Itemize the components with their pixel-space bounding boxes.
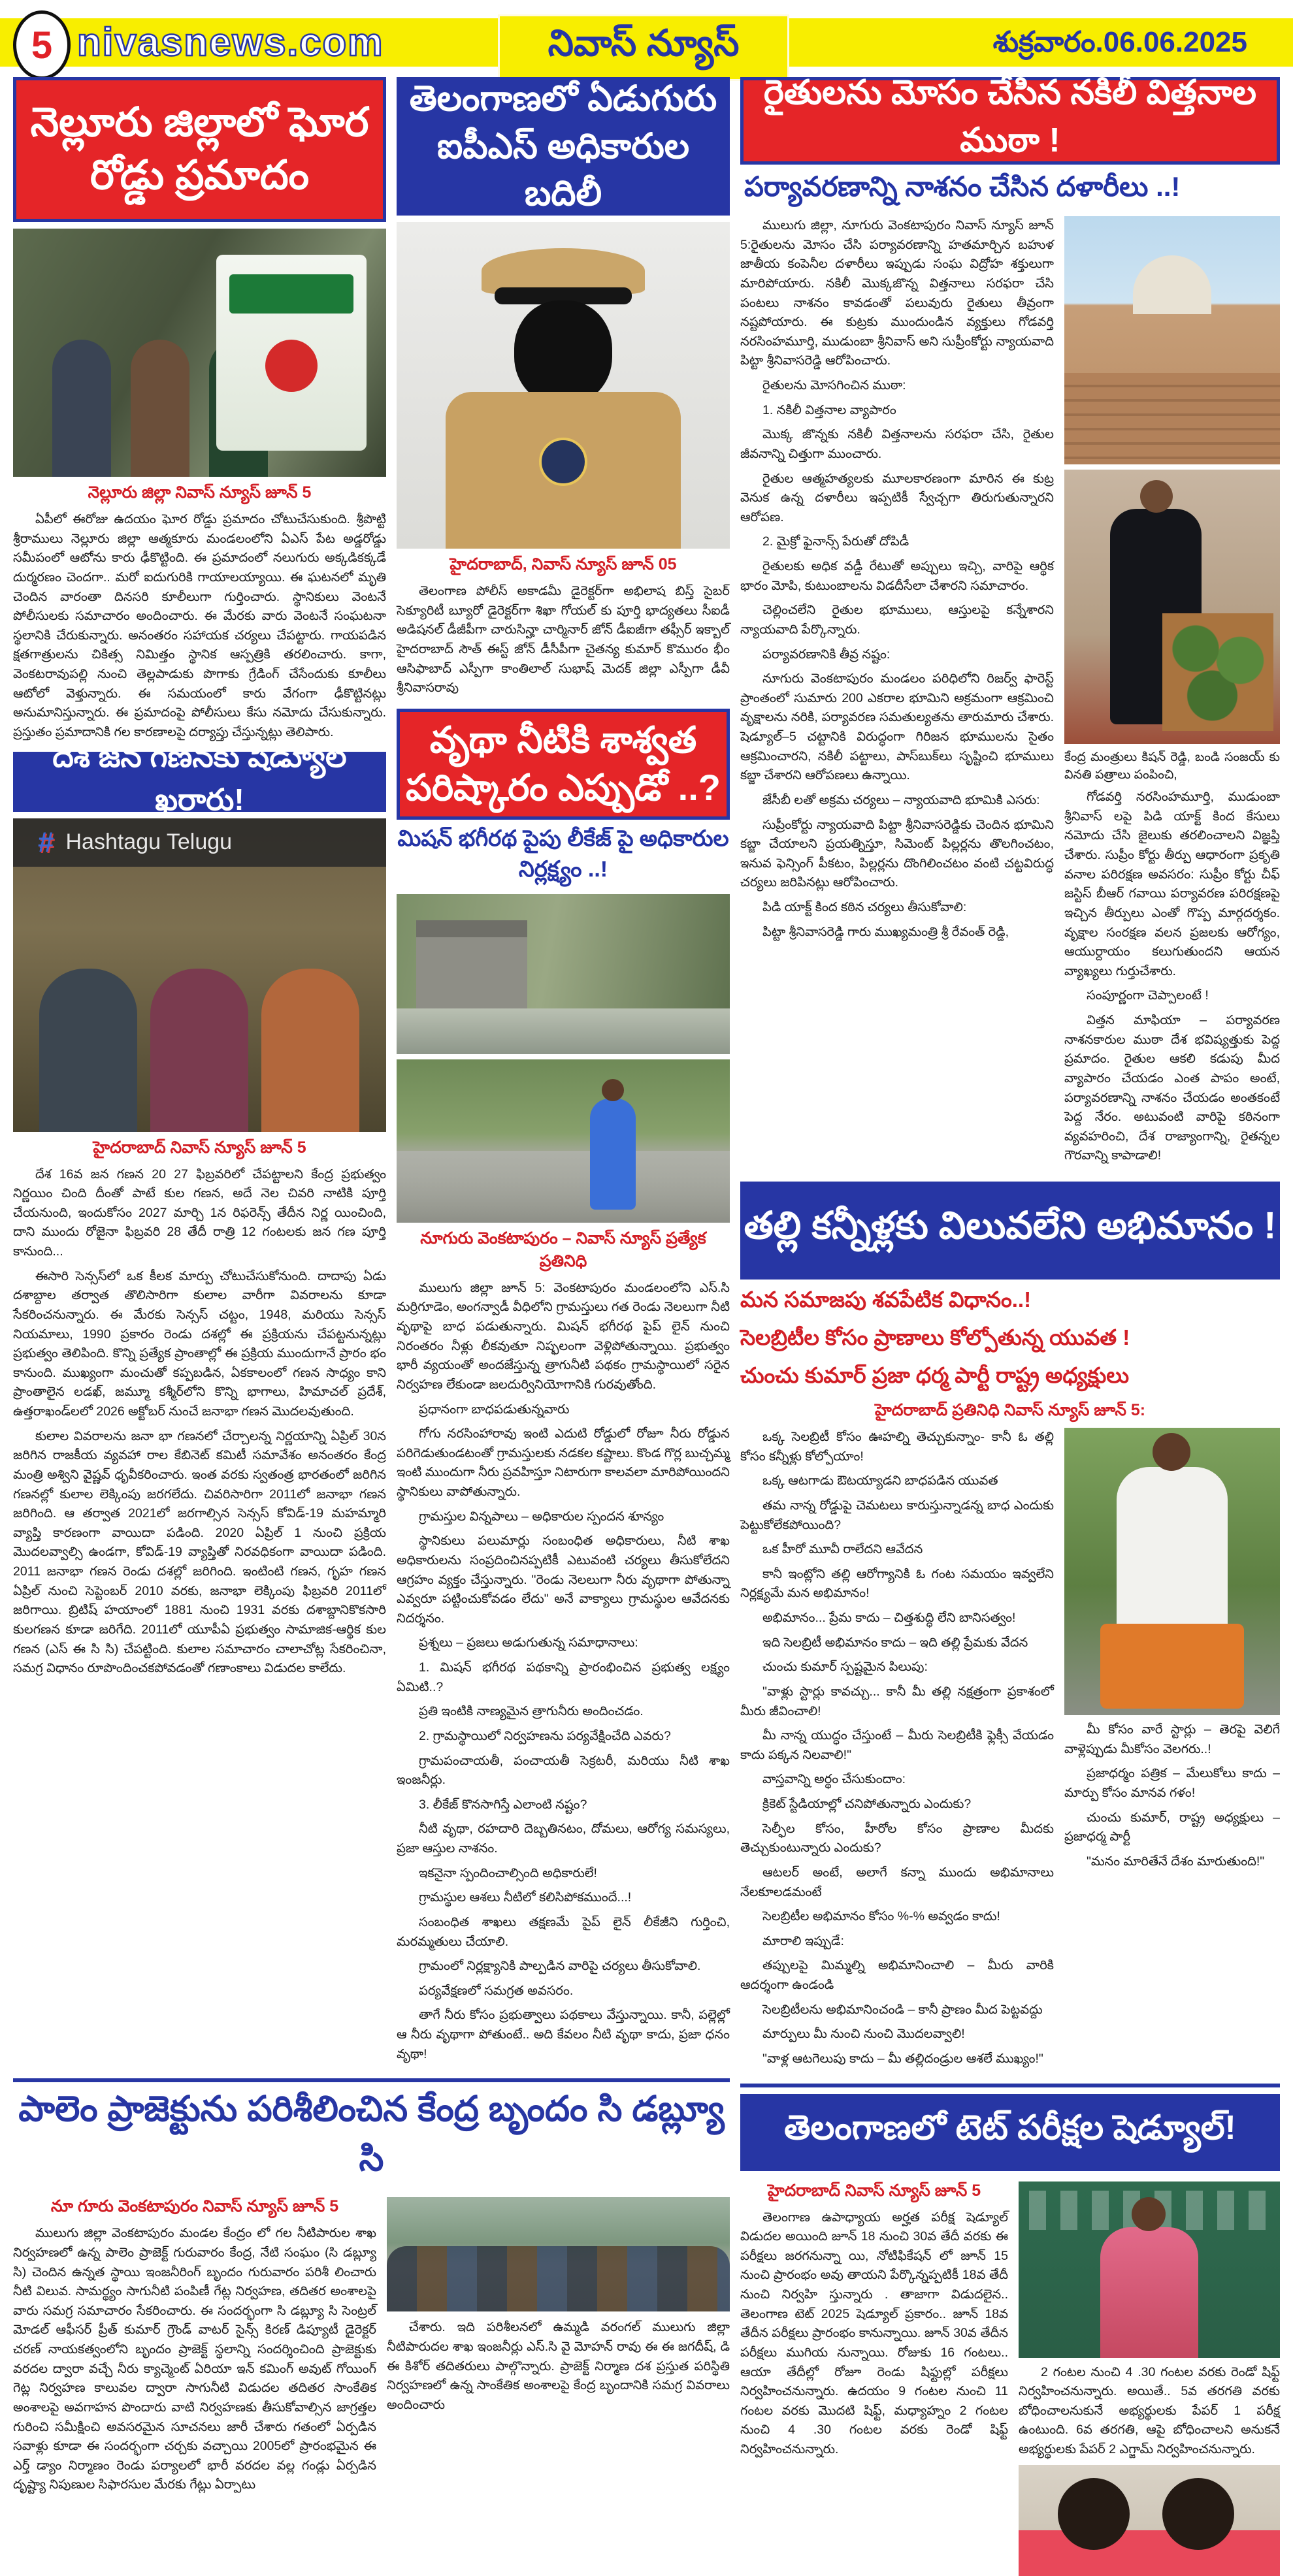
paragraph: చేశారు. ఇది పరిశీలనలో ఉమ్మడి వరంగల్ ములుగు జిల్లా నీటిపారుదల శాఖ ఇంజనీర్లు ఎస్.సి వై మోహన్ రావు ఈ ఈ జగదీష్, డి ఈ కిశోర్ తదితరులు పాల్గొన్నారు. ప్రాజెక్ట్ నిర్మాణ దశ ప్రస్తుత పరిస్థితి నిర్వహణలో ఉన్న సాంకేతిక అంశాలపై కేంద్ర బృందానికి సమగ్ర వివరాలు అందించారు [387,2320,730,2412]
seeds-body-left [740,216,1054,942]
silhouette-head [514,300,612,405]
tet-article [740,2175,1280,2576]
paragraph: పిట్టా శ్రీనివాసరెడ్డి గారు ముఖ్యమంత్రి శ్రీ రేవంత్ రెడ్డి, [762,924,1009,939]
paragraph: పర్యావరణానికి తీవ్ర నష్టం: [762,647,891,662]
paragraph: ఒక్క ఆటగాడు ఔటయ్యాడని బాధపడిన యువత [762,1473,998,1489]
party-president-photo [1064,1428,1280,1715]
paragraph: ఇది సెలబ్రిటీ అభిమానం కాదు – ఇది తల్లి ప్రేమకు వేదన [762,1635,1028,1650]
page-number-badge [13,10,71,80]
seeds-headline: రైతులను మోసం చేసిన నకిలీ విత్తనాల ముఠా ! [740,77,1280,165]
paragraph: సెల్ఫీల కోసం, హీరోల కోసం ప్రాణాల మీదకు తెచ్చుకుంటున్నారు ఎందుకు? [740,1821,1054,1856]
person-silhouette [131,340,189,477]
census-body [13,1165,386,1679]
paragraph: "వాళ్లు స్టార్లు కావచ్చు... కానీ మీ తల్లి నక్షత్రంగా ప్రకాశంలో మీరు జీవించాలి! [740,1684,1054,1718]
supreme-court-photo [1064,216,1280,464]
paragraph: ఆటలర్ అంటే, అలాగే కన్నా ముందు అభిమానాలు నేలకూలడమంటే [740,1865,1054,1899]
census-headline: దేశ జన గణనకు షెడ్యూల్ ఖరారు! [13,752,386,812]
paragraph: గ్రామస్థుల ఆశలు నీటిలో కలిసిపోకముందే...! [419,1890,632,1905]
water-stream-shape [397,1008,730,1054]
person-silhouette [150,969,248,1132]
site-link[interactable]: nivasnews.com [77,20,384,64]
paragraph: గ్రామపంచాయతీ, పంచాయతీ సెక్రటరీ, మరియు నీటి శాఖ ఇంజనీర్లు. [397,1753,730,1788]
seeds-article [740,216,1280,1171]
palem-headline: పాలెం ప్రాజెక్టును పరిశీలించిన కేంద్ర బృందం సి డబ్ల్యూ సి [18,2089,725,2179]
water-leak-photo-1 [397,894,730,1054]
student-silhouette [1162,2478,1234,2550]
paragraph: చుంచు కుమార్, రాష్ట్ర అధ్యక్షులు – ప్రజాధర్మ పార్టీ [1064,1810,1280,1844]
paragraph: చుంచు కుమార్ స్పష్టమైన పిలుపు: [762,1660,928,1675]
accident-body [13,510,386,743]
paragraph: "మనం మారితేనే దేశం మారుతుంది!" [1087,1854,1265,1869]
paragraph: మొక్క జొన్నకు నకిలీ విత్తనాలను సరఫరా చేసి, రైతుల జీవనాన్ని చిత్తుగా ముంచారు. [740,427,1054,461]
paragraph: ములుగు జిల్లా, నూగురు వెంకటాపురం నివాస్ న్యూస్ జూన్ 5:రైతులను మోసం చేసి పర్యావరణాన్ని హతమార్చిన బహుళ జాతీయ కంపెనీల దళారీలు ఇప్పుడు సంఘ విద్రోహ శక్తులుగా మారిపోయారు. నకిలీ మొక్కజొన్న విత్తనాలు సరఫరా చేసి పంటలు నాశనం కావడంతో పలువురు రైతులు తీవ్రంగా నష్టపోయారు. ఈ కుట్రకు ముందుండిన వ్యక్తులు గోడవర్తి నరసింహమూర్తి, ముడుంబా శ్రీనివాస్ అని సుప్రీంకోర్టు న్యాయవాది పిట్టా శ్రీనివాసరెడ్డి ఆరోపించారు. [740,218,1054,368]
tet-body-right [1019,2363,1280,2460]
paragraph: "వాళ్ల ఆటగెలుపు కాదు – మీ తల్లిదండ్రుల ఆశలే ముఖ్యం!" [762,2051,1043,2066]
paragraph: కానీ ఇంట్లోని తల్లి ఆరోగ్యానికి ఓ గంట సమయం ఇవ్వలేని నిర్లక్ష్యమే మన అభిమానం! [740,1566,1054,1601]
paragraph: 1. నకిలీ విత్తనాల వ్యాపారం [762,402,896,417]
masthead-panel [498,14,789,81]
tet-byline: హైదరాబాద్ నివాస్ న్యూస్ జూన్ 5 [767,2181,981,2200]
water-headline: వృథా నీటికి శాశ్వత పరిష్కారం ఎప్పుడో ..? [397,709,730,820]
accident-photo [13,229,386,477]
seeds-body-right [1064,788,1280,1166]
ambulance-shape [216,255,367,451]
paragraph: సంపూర్ణంగా చెప్పాలంటే ! [1087,988,1209,1003]
court-steps-shape [1064,373,1280,464]
paragraph: మారాలి ఇప్పుడే: [762,1933,844,1948]
water-body [397,1279,730,2065]
paragraph: ప్రధానంగా బాధపడుతున్నవారు [419,1402,570,1417]
paragraph: మీ నాన్న యుద్ధం చేస్తుంటే – మీరు సెలబ్రిటీకి ఫ్లెక్సీ వేయడం కాదు పక్కన నిలవాలి!" [740,1728,1054,1762]
palem-inspection-photo [387,2197,730,2311]
mother-headline: తల్లి కన్నీళ్లకు విలువలేని అభిమానం ! [740,1182,1280,1280]
paragraph: రైతుల ఆత్మహత్యలకు మూలకారణంగా మారిన ఈ కుట్ర వెనుక ఉన్న దళారీలు ఇప్పటికీ స్వేచ్చగా తిరుగుతున్నారని ఆరోపణ. [740,471,1054,524]
accident-headline: నెల్లూరు జిల్లాలో ఘోర రోడ్డు ప్రమాదం [13,77,386,222]
paragraph: ఒక హీరో మూవీ రాలేదని ఆవేదన [762,1542,923,1557]
paragraph: గ్రామస్తుల విన్నపాలు – అధికారుల స్పందన శూన్యం [419,1509,664,1524]
column-right [740,74,1280,2576]
palem-body-left [13,2224,376,2495]
court-dome-shape [1133,255,1211,314]
police-badge [539,438,587,486]
paragraph: తెలంగాణ పోలీస్ అకాడమీ డైరెక్టర్‌గా అభిలాష బిస్త్ సైబర్ సెక్యూరిటీ బ్యూరో డైరెక్టర్‌గా శిఖా గోయల్ కు పూర్తి భాద్యతలు సీఐడీ అడిషనల్ డీజీపీగా చారుసిన్హా చార్మినార్ జోన్ డీఐజీగా తఫ్సీర్ ఇక్బాల్ హైదరాబాద్ సౌత్ ఈస్ట్ జోన్ డీసీపీగా చైతన్య కుమార్ కొమురం భీం ఆసిఫాబాద్ ఎస్పీగా కాంతిలాల్ సుభాష్ మెదక్ జిల్లా ఎస్పీగా డీవీ శ్రీనివాసరావు [397,584,730,696]
tet-body-left [740,2208,1008,2460]
paragraph: 2. మైక్రో ఫైనాన్స్ పేరుతో దోపిడీ [762,534,909,549]
person-silhouette [39,969,137,1132]
water-leak-photo-2 [397,1059,730,1223]
paragraph: 3. లీకేజ్ కొనసాగిస్తే ఎలాంటి నష్టం? [419,1797,587,1812]
person-silhouette [261,969,359,1132]
paragraph: పర్యవేక్షణలో సమగ్రత అవసరం. [419,1983,574,1998]
police-officer-photo [397,222,730,549]
paragraph: అభిమానం... ప్రేమ కాదు – చిత్తశుద్ధి లేని బానిసత్వం! [762,1611,1016,1626]
section-divider [740,2084,1280,2087]
page-body [13,74,1280,2576]
paragraph: నీటి వృథా, రహదారి దెబ్బతినటం, దోమలు, ఆరోగ్య సమస్యలు, ప్రజా ఆస్తుల నాశనం. [397,1822,730,1856]
teacher-silhouette [1100,2227,1198,2358]
paragraph: రైతులను మోసగించిన ముఠా: [762,378,906,393]
potted-plants-shape [1162,613,1273,731]
accident-byline: నెల్లూరు జిల్లా నివాస్ న్యూస్ జూన్ 5 [88,483,312,502]
paragraph: గోగు నరసింహారావు ఇంటి ఎదుటి రోడ్డులో రోజూ నీరు రోడ్డున పరిగెడుతుండటంతో గ్రామస్తులకు నడకల కష్టాలు. కొండ గొర్ల బుచ్చమ్మ ఇంటి ముందుగా నీరు ప్రవహిస్తూ నిటారుగా కాలవలా మారిపోయిందని స్థానికులు వాపోతున్నారు. [397,1426,730,1499]
paragraph: సెలబ్రిటీలను అభిమానించండి – కానీ ప్రాణం మీద పెట్టవద్దు [762,2002,1043,2017]
paragraph: ప్రజాధర్మం పత్రిక – మేలుకోలు కాదు – మార్పు కోసం మానవ గళం! [1064,1766,1280,1800]
paragraph: ప్రతి ఇంటికి నాణ్యమైన త్రాగునీరు అందించడం. [419,1704,644,1719]
paragraph: తెలంగాణ ఉపాధ్యాయ అర్హత పరీక్ష షెడ్యూల్ విడుదల అయింది జూన్ 18 నుంచి 30వ తేదీ వరకు ఈ పరీక్షలు జరగనున్నా యి, నోటిఫికేషన్ లో జూన్ 15 నుంచి ప్రారంభం అవు తాయని పేర్కొన్నప్పటికీ 18వ తేదీ నుంచి నిర్వహి స్తున్నారు . తాజాగా విడుదలైన.. తెలంగాణ టెట్ 2025 షెడ్యూల్ ప్రకారం.. జూన్ 18వ తేదీన పరీక్షలు ప్రారంభం కానున్నాయి. జూన్ 30వ తేదీన పరీక్షలు ముగియ నున్నాయి. రోజుకు 16 గంటలు.. ఆయా తేదీల్లో రోజూ రెండు షిఫ్టుల్లో పరీక్షలు నిర్వహించనున్నారు. ఉదయం 9 గంటల నుంచి 11 గంటల వరకు మొదటి షిఫ్ట్, మధ్యాహ్నం 2 గంటల నుంచి 4 .30 గంటల వరకు రెండో షిఫ్ట్ నిర్వహించనున్నారు. [740,2210,1008,2457]
officials-group-silhouette [387,2246,730,2311]
column-middle [397,77,730,2069]
left-two-columns [13,77,730,2576]
ips-headline: తెలంగాణలో ఏడుగురు ఐపీఎస్ అధికారుల బదిలీ [397,77,730,216]
shed-shape [416,920,527,1016]
paragraph: 1. మిషన్ భగీరథ పథకాన్ని ప్రారంభించిన ప్రభుత్వ లక్ష్యం ఏమిటి..? [397,1660,730,1694]
ips-byline: హైదరాబాద్, నివాస్ న్యూస్ జూన్ 05 [450,555,677,573]
mother-body-right [1064,1720,1280,1871]
paragraph: తప్పులపై మిమ్మల్ని అభిమానించాలి – మీరు వారికి ఆదర్శంగా ఉండండి [740,1958,1054,1993]
census-byline: హైదరాబాద్ నివాస్ న్యూస్ జూన్ 5 [93,1138,306,1157]
paragraph: 2. గ్రామస్థాయిలో నిర్వహణను పర్యవేక్షించేది ఎవరు? [419,1728,671,1743]
palem-article [13,2191,730,2500]
mother-body-left [740,1428,1054,2069]
paragraph: సెలబ్రిటీల అభిమానం కోసం %-% అవ్వడం కాదు! [762,1909,1000,1924]
person-silhouette [52,340,111,477]
teacher-photo [1019,2182,1280,2358]
paragraph: మార్పులు మీ నుంచి నుంచి మొదలవ్వాలి! [762,2027,965,2042]
woman-silhouette [590,1099,636,1210]
masthead-title: నివాస్ న్యూస్ [548,22,740,63]
paragraph: స్థానికులు పలుమార్లు సంబంధిత అధికారులు, నీటి శాఖ అధికారులను సంప్రదించినప్పటికీ ఎటువంటి చర్యలు తీసుకోలేదని ఆగ్రహం వ్యక్తం చేస్తున్నారు. "రెండు నెలలుగా నీరు వృథాగా పోతున్నా ఎవ్వరూ పట్టించుకోవడం లేదు" అనే వాక్యాలు గ్రామస్థుల ఆవేదనకు నిదర్శనం. [397,1534,730,1626]
paragraph: మన సమాజపు శవపేటిక విధానం..! [740,1287,1032,1312]
man-white-shirt-silhouette [1117,1467,1228,1637]
lawyer-photo [1064,470,1280,744]
census-photo [13,818,386,1132]
paragraph: ఈసారి సెన్సస్‌లో ఒక కీలక మార్పు చోటుచేసుకోనుంది. దాదాపు ఏడు దశాబ్దాల తర్వాత తొలిసారిగా కులాల వారీగా వివరాలను కూడా సేకరించనున్నారు. ఈ మేరకు సెన్సస్ చట్టం, 1948, మరియు సెన్సస్ నియమాలు, 1990 ప్రకారం రెండు దశల్లో ఈ ప్రక్రియను చేపట్టనున్నట్లు ప్రభుత్వం తెలిపింది. కొన్ని ప్రత్యేక ప్రాంతాల్లో ఈ ప్రక్రియ ముందుగానే ప్రారం భం కానుంది. ముఖ్యంగా మంచుతో కప్పబడిన, ఏకకాలంలో గణన సాధ్యం కాని ప్రాంతాలైన లడఖ్, జమ్మూ కశ్మీర్‌లోని కొన్ని భాగాలు, హిమాచల్ ప్రదేశ్, ఉత్తరాఖండ్‌లలో 2026 అక్టోబర్ నుంచే జనాభా గణన మొదలవుతుంది. [13,1268,386,1419]
paragraph: విత్తన మాఫియా – పర్యావరణ నాశనకారుల ముఠా దేశ భవిష్యత్తుకు పెద్ద ప్రమాదం. రైతుల ఆకలి కడుపు మీద వ్యాపారం చేయడం ఎంత పాపం అంటే, పర్యావరణాన్ని నాశనం చేయడం అంతకంటే పెద్ద నేరం. అటువంటి వారిపై కఠినంగా వ్యవహరించి, దేశ రాజ్యాంగాన్ని, రైతన్నల గౌరవాన్ని కాపాడాలి! [1064,1013,1280,1163]
ips-body [397,582,730,698]
tet-headline: తెలంగాణలో టెట్ పరీక్షల షెడ్యూల్! [740,2094,1280,2171]
paragraph: ములుగు జిల్లా జూన్ 5: వెంకటాపురం మండలంలోని ఎస్.సి మర్రిగూడెం, అంగన్వాడీ వీధిలోని గ్రామస్తులు గత రెండు నెలలుగా నీటి వృథాపై బాధ పడుతున్నారు. మిషన్ భగీరథ పైప్ లైన్ నుంచి నిరంతరం నీళ్లు లీకవుతూ నిష్ఫలంగా వెళ్లిపోతున్నాయి. ప్రభుత్వం భారీ వ్యయంతో అందజేస్తున్న త్రాగునీటి పథకం గ్రామస్థాయిలో సరైన నిర్వహణ లేకుండా జలదుర్వినియోగానికి గురవుతోంది. [397,1280,730,1392]
palem-body-right [387,2318,730,2415]
watermark-text: Hashtagu Telugu [65,829,233,854]
paragraph: కులాల వివరాలను జనా భా గణనలో చేర్చాలన్న నిర్ణయాన్ని ఏప్రిల్ 30న జరిగిన రాజకీయ వ్యవహా రాల కేబినెట్ కమిటీ సమావేశం అనంతరం కేంద్ర మంత్రి అశ్విని వైష్ణవ్ ధృవీకరించారు. ఇంత వరకు స్వతంత్ర భారతంలో జరిగిన గణనల్లో కులాల లెక్కింపు జరగలేదు. చివరిసారిగా 2011లో జనాభా గణన జరిగింది. ఆ తర్వాత 2021లో జరగాల్సిన సెన్సస్ కోవిడ్-19 మహమ్మారి వ్యాప్తి కారణంగా వాయిదా పడింది. 2020 ఏప్రిల్ 1 నుంచి ప్రక్రియ మొదలవ్వాల్సి ఉండగా, కోవిడ్-19 వ్యాప్తితో నిరవధికంగా వాయిదా పడింది. 2011 జనాభా గణన రెండు దశల్లో జరిగింది. ఇంటింటి గణన, గృహ గణన ఏప్రిల్ నుంచి సెప్టెంబర్ 2010 వరకు, జనాభా లెక్కింపు ఫిబ్రవరి 2011లో జరిగాయి. బ్రిటిష్ హయాంలో 1881 నుంచి 1931 వరకు దశాబ్దానికొకసారి కులగణన కూడా జరిగేది. 2011లో యూపీఏ ప్రభుత్వం సామాజిక-ఆర్థిక కుల గణన (ఎస్ ఈ సి సి) చేపట్టింది. కులాల సమాచారం చాలాచోట్ల సేకరించినా, సమగ్ర విధానం రూపొందించకపోవడంతో గణాంకాలు విడుదల కాలేదు. [13,1428,386,1676]
paragraph: మీ కోసం వారే స్టార్లు – తెరపై వెలిగే వాళ్లెప్పుడు మీకోసం వెలగరు..! [1064,1722,1280,1756]
paragraph: జేసీబీ లతో అక్రమ చర్యలు – న్యాయవాది భూమికి ఎసరు: [762,792,1040,807]
student-silhouette [1058,2478,1130,2550]
paragraph: పిడి యాక్ట్ కింద కఠిన చర్యలు తీసుకోవాలి: [762,900,967,914]
red-desk-shape [1019,2530,1280,2576]
water-subhead: మిషన్ భగీరథ పైపు లీకేజ్ పై అధికారుల నిర్లక్ష్యం ..! [397,826,729,882]
lawyer-photo-caption: కేంద్ర మంత్రులు కిషన్ రెడ్డి, బండి సంజయ్ కు వినతి పత్రాలు పంపించి, [1064,750,1280,782]
paragraph: గోడవర్తి నరసింహమూర్తి, ముడుంబా శ్రీనివాస్ లపై పిడి యాక్ట్ కింద కేసులు నమోదు చేసి జైలుకు తరలించాలని విజ్ఞప్తి చేశారు. సుప్రీం కోర్టు తీర్పు ఆధారంగా ప్రకృతి వనాల పరిరక్షణ అవసరం: సుప్రీం కోర్టు చీఫ్ జస్టిస్ బీఆర్ గవాయి పర్యావరణ పరిరక్షణపై ఇచ్చిన తీర్పులు ఎంతో గొప్ప మార్గదర్శకం. వృక్షాల సంరక్షణ వలన ప్రజలకు ఆరోగ్యం, ఆయుర్దాయం కలుగుతుందని ఆయన వ్యాఖ్యలు గుర్తుచేశారు. [1064,790,1280,978]
section-divider [13,2078,730,2082]
paragraph: సెలబ్రిటీల కోసం ప్రాణాలు కోల్పోతున్న యువత ! [740,1325,1130,1350]
paragraph: చుంచు కుమార్ ప్రజా ధర్మ పార్టీ రాష్ట్ర అధ్యక్షులు [740,1363,1130,1388]
paragraph: తాగే నీరు కోసం ప్రభుత్వాలు పథకాలు వేస్తున్నాయి. కానీ, పల్లెల్లో ఆ నీరు వృథాగా పోతుంటే.. అది కేవలం నీటి వృథా కాదు, ప్రజా ధనం వృథా! [397,2008,730,2061]
column-left [13,77,386,2069]
page-number: 5 [31,24,53,67]
paragraph: సంబంధిత శాఖలు తక్షణమే పైప్ లైన్ లీకేజీని గుర్తించి, మరమ్మతులు చేయాలి. [397,1914,730,1949]
paragraph: నూగురు వెంకటాపురం మండలం పరిధిలోని రిజర్వ్ ఫారెస్ట్ ప్రాంతంలో సుమారు 200 ఎకరాల భూమిని అక్రమంగా ఆక్రమించి వృక్షాలను నరికి, పర్యావరణ సమతుల్యతను తారుమారు చేశారు. షెడ్యూల్–5 చట్టానికి విరుద్ధంగా గిరిజన భూములను సైతం ఆక్రమించారని, నకిలీ పట్టాలు, పాస్‌బుక్‌లు సృష్టించి భూములు కబ్జా చేశారని ఆరోపణలు ఉన్నాయి. [740,671,1054,783]
paragraph: గ్రామంలో నిర్లక్ష్యానికి పాల్పడిన వారిపై చర్యలు తీసుకోవాలి. [419,1959,701,1974]
paragraph: ములుగు జిల్లా వెంకటాపురం మండల కేంద్రం లో గల నీటిపారుల శాఖ నిర్వహణలో ఉన్న పాలెం ప్రాజెక్ట్ గురువారం కేంద్ర, నేటి సంఘం (సి డబ్ల్యూ సి) చెందిన ఉన్నత స్థాయి ఇంజనీరింగ్ బృందం గురువారం పరిశీ లించారు నీటి విలువ. సామర్థ్యం సాగునీటి పంపిణీ గేట్ల నిర్వహణ, తదితర అంశాలపై వారు సమగ్ర సమాచారం సేకరించారు. ఈ సందర్భంగా సి డబ్ల్యూ సి సెంట్రల్ మోడల్ ఆఫీసర్ ప్రీత్ కుమార్ గ్రౌండ్ వాటర్ సైన్స్ కిరణ్ డిప్యూటీ డైరెక్టర్ చరణ్ నాయకత్వంలోని బృందం ప్రాజెక్ట్ స్థలాన్ని సందర్శించింది ప్రాజెక్టుకు వరదల ద్వారా వచ్చే నీరు క్యాచ్మెంట్ ఏరియా ఇన్ కమింగ్ అవుట్ గోయింగ్ గెట్ల నిర్వహణ కాలువల ద్వారా సాగునీటి విడుదల తదితర సాంకేతిక అంశాలపై అవగాహన పొందారు వాటి నిర్వహణకు తీసుకోవాల్సిన జాగ్రత్తల గురించి సమీక్షించి అవసరమైన సూచనలు జారీ చేశారు గతంలో ఏర్పడిన సవాళ్లు కూడా ఈ సందర్భంగా చర్చకు వచ్చాయి 2005లో ప్రారంభమైన ఈ ఎర్త్ డ్యాం నిర్మాణం రెండు పర్యాలలో భారీ వరదల వల్ల గండ్లు ఏర్పడిన దృష్ట్యా నిపుణుల సిఫారసుల మేరకు గేట్లు ఏర్పాటు [13,2226,376,2492]
paragraph: చెల్లించలేని రైతుల భూములు, ఆస్తులపై కన్నేశారని న్యాయవాది పేర్కొన్నారు. [740,603,1054,637]
edition-date: శుక్రవారం.06.06.2025 [992,26,1247,58]
mother-byline: హైదరాబాద్ ప్రతినిధి నివాస్ న్యూస్ జూన్ 5: [874,1401,1146,1420]
mother-article [740,1428,1280,2074]
paragraph: ప్రశ్నలు – ప్రజలు అడుగుతున్న సమాధానాలు: [419,1635,638,1650]
classroom-photo [1019,2465,1280,2576]
water-byline: నూగురు వెంకటాపురం – నివాస్ న్యూస్ ప్రత్యేక ప్రతినిధి [420,1229,706,1270]
paragraph: క్రికెట్ స్టేడియాల్లో చనిపోతున్నారు ఎందుకు? [762,1797,972,1812]
seeds-subhead: పర్యావరణాన్ని నాశనం చేసిన దళారీలు ..! [744,171,1181,202]
paragraph: ఏపీలో ఈరోజు ఉదయం ఘోర రోడ్డు ప్రమాదం చోటుచేసుకుంది. శ్రీపొట్టి శ్రీరాములు నెల్లూరు జిల్లా ఆత్మకూరు మండలంలోని ఏఎస్ పేట అడ్డరోడ్డు సమీపంలో ఆటోను కారు ఢీకొట్టింది. ఈ ప్రమాదంలో నలుగురు అక్కడికక్కడే దుర్మరణం చెందగా.. మరో ఐదుగురికి గాయాలయ్యాయి. ఈ ఘటనలో మృతి చెందిన వారంతా దినసరి కూలీలుగా గుర్తించారు. స్థానికులు వెంటనే పోలీసులకు సమాచారం అందించారు. ఈ మేరకు వారు వెంటనే సంఘటనా స్థలానికి చేరుకున్నారు. అనంతరం సహాయక చర్యలు చేపట్టారు. గాయపడిన క్షతగాత్రులను చికిత్స నిమిత్తం స్థానిక ఆస్పత్రికి తరలించారు. కాగా, వెంకటరావుపల్లి నుంచి తెల్లపాడుకు పొగాకు గ్రేడింగ్ చేసేందుకు కూలీలు ఆటోలో వెళ్తున్నారు. ఈ సమయంలో కారు వేగంగా ఢీకొట్టినట్లు అనుమానిస్తున్నారు. ఈ ప్రమాదంపై పోలీసులు కేసు నమోదు చేసుకున్నారు. ప్రస్తుతం ప్రమాదానికి గల కారణాలపై దర్యాప్తు చేస్తున్నట్లు తెలిపారు. [13,512,386,739]
hashtag-icon: # [38,826,54,858]
paragraph: వాస్తవాన్ని అర్థం చేసుకుందాం: [762,1772,906,1787]
masthead-bar [0,18,1293,67]
mother-subheads [740,1287,1280,1393]
paragraph: ఒక్క సెలబ్రిటీ కోసం ఊహల్ని తెచ్చుకున్నాం- కానీ ఓ తల్లి కోసం కన్నీళ్లు కోల్పోయాం! [740,1430,1054,1464]
paragraph: 2 గంటల నుంచి 4 .30 గంటల వరకు రెండో షిఫ్ట్ నిర్వహించనున్నారు. అయితే.. 5వ తరగతి వరకు బోధించాలనుకునే అభ్యర్థులకు పేపర్ 1 పరీక్ష ఉంటుంది. 6వ తరగతి, ఆపై బోధించాలని అనుకనే అభ్యర్థులకు పేపర్ 2 ఎగ్జామ్ నిర్వహించనున్నారు. [1019,2364,1280,2457]
orange-chair-shape [1100,1624,1244,1709]
paragraph: సుప్రీంకోర్టు న్యాయవాది పిట్టా శ్రీనివాసరెడ్డికు చెందిన భూమిని కబ్జా చేయాలని ప్రయత్నిస్తూ, సిమెంట్ పిల్లర్లను తొలగించటం, ఇనువ ఫెన్సింగ్ పీకటం, పిల్లర్లను దొంగిలించటం వంటి చట్టవిరుద్ధ చర్యలు జరిపినట్లు ఆరోపించారు. [740,817,1054,890]
paragraph: దేశ 16వ జన గణన 20 27 ఫిబ్రవరిలో చేపట్టాలని కేంద్ర ప్రభుత్వం నిర్ణయిం చింది దీంతో పాటే కుల గణన, అదే నెల చివరి నాటికి పూర్తి చేయనుంది, ఇందుకోసం 2027 మార్చి 1న రిఫరెన్స్ తేదీన నిర్ణ యించింది, దాని ముందు రోజైనా ఫిబ్రవరి 28 తేదీ రాత్రి 12 గంటలకు జన గణ పూర్తి కానుంది... [13,1167,386,1259]
palem-byline: నూ గూరు వెంకటాపురం నివాస్ న్యూస్ జూన్ 5 [50,2197,339,2216]
photo-watermark-bar [13,818,386,867]
paragraph: తమ నాన్న రోడ్డుపై చెమటలు కారుస్తున్నాడన్న బాధ ఎందుకు పెట్టుకోలేకపోయింది? [740,1498,1054,1532]
road-shape [397,1151,730,1223]
paragraph: రైతులకు అధిక వడ్డీ రేటుతో అప్పులు ఇచ్చి, వారిపై ఆర్థిక భారం మోపి, కుటుంబాలను విడదీసేలా చేశారని సమాచారం. [740,559,1054,593]
paragraph: ఇకనైనా స్పందించాల్సింది అధికారులే! [419,1865,597,1880]
